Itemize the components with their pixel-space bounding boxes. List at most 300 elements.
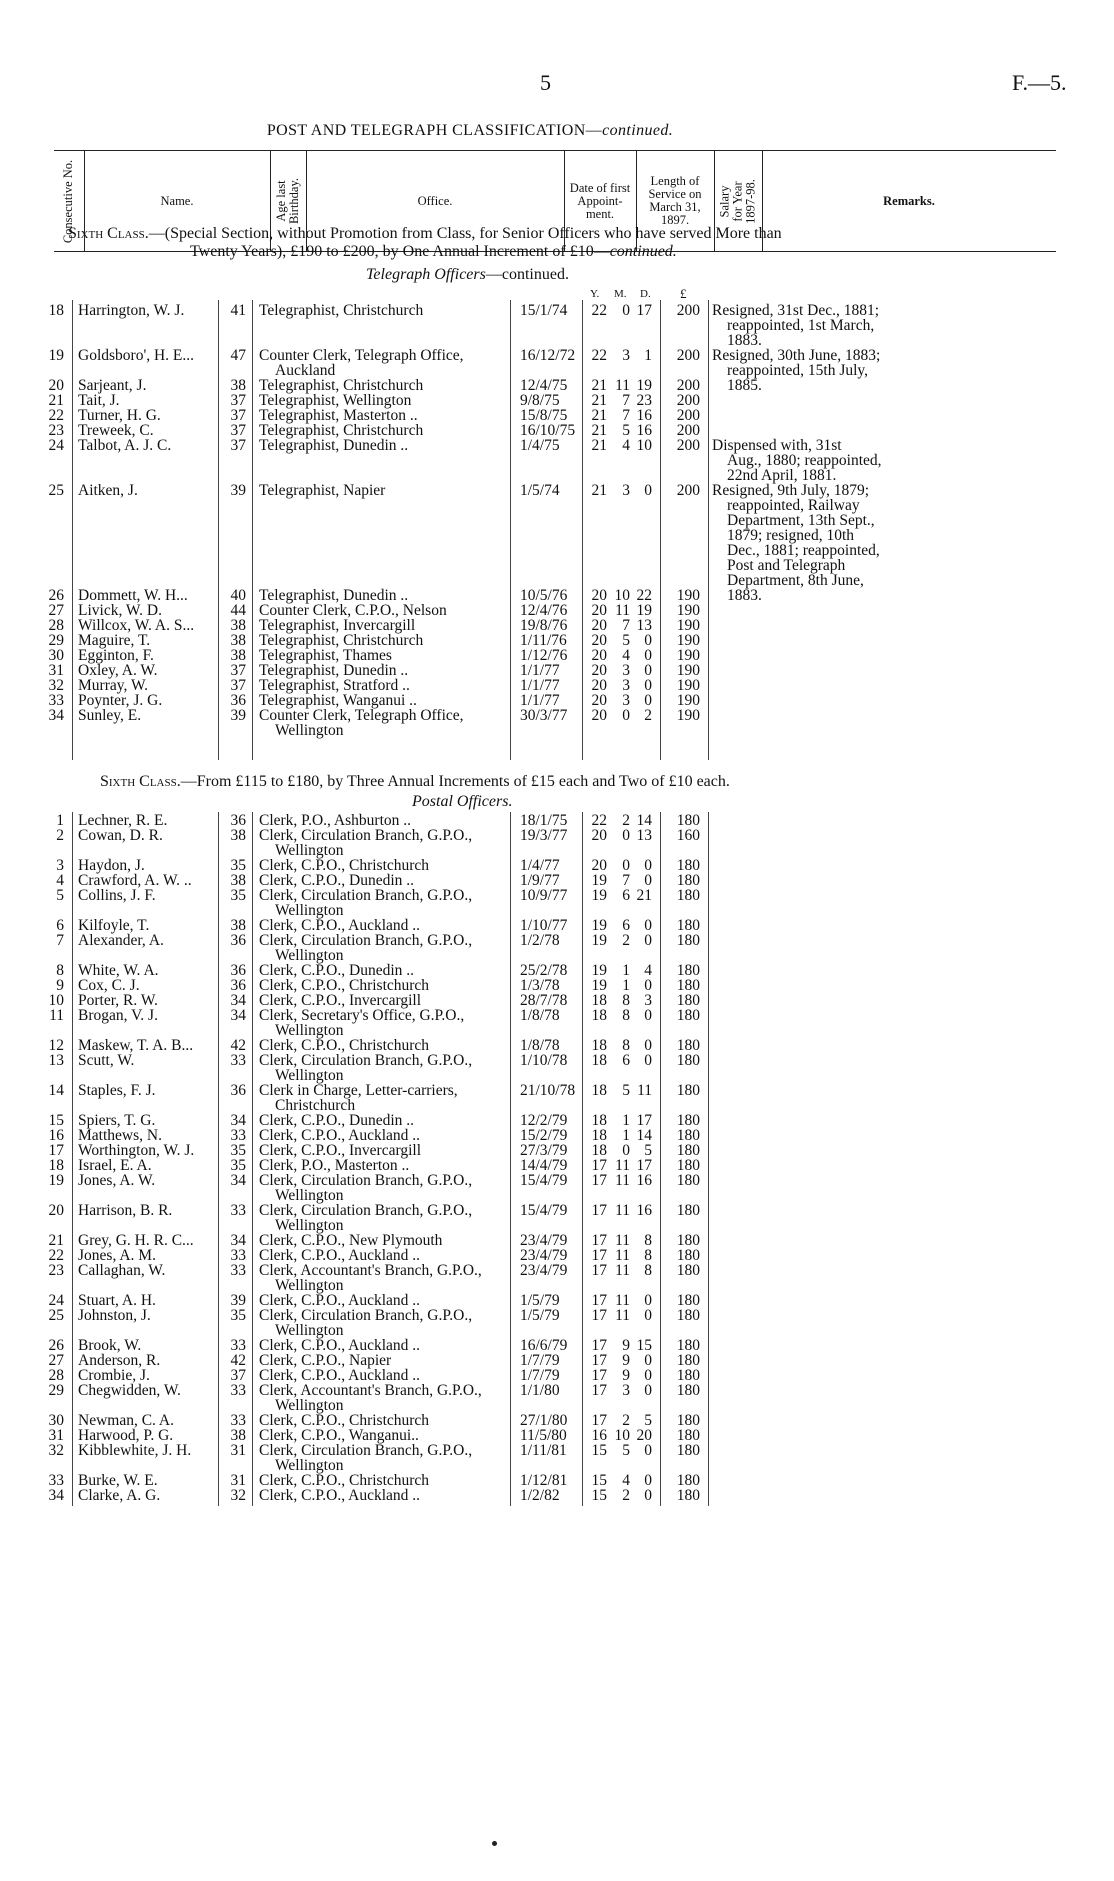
column-rule — [252, 300, 253, 760]
section2-description: —From £115 to £180, by Three Annual Increments of £15 each and Two of £10 each. — [180, 773, 730, 790]
row-salary: 200 — [676, 437, 700, 454]
row-office-line: Telegraphist, Thames — [259, 647, 392, 664]
row-age: 47 — [230, 347, 246, 364]
row-date: 19/8/76 — [520, 617, 568, 634]
row-years: 18 — [591, 1082, 607, 1099]
row-days: 0 — [644, 1487, 652, 1504]
row-number: 6 — [56, 917, 64, 934]
row-days: 8 — [644, 1262, 652, 1279]
row-years: 17 — [591, 1367, 607, 1384]
row-age: 36 — [230, 1082, 246, 1099]
row-months: 2 — [622, 812, 630, 829]
row-months: 6 — [622, 1052, 630, 1069]
section1-subheading — [366, 266, 569, 284]
remark-line: Resigned, 30th June, 1883; — [712, 347, 881, 364]
header-office: Office. — [417, 193, 453, 208]
row-years: 19 — [591, 887, 607, 904]
row-months: 4 — [622, 437, 630, 454]
row-age: 34 — [230, 1112, 246, 1129]
row-days: 10 — [636, 437, 652, 454]
remark-line: 1883. — [727, 587, 762, 604]
row-months: 11 — [615, 1307, 630, 1324]
row-months: 11 — [615, 1202, 630, 1219]
row-number: 4 — [56, 872, 64, 889]
row-number: 1 — [56, 812, 64, 829]
row-age: 44 — [230, 602, 246, 619]
row-number: 3 — [56, 857, 64, 874]
row-days: 0 — [644, 1367, 652, 1384]
row-months: 6 — [622, 887, 630, 904]
row-months: 0 — [622, 857, 630, 874]
row-days: 0 — [644, 1442, 652, 1459]
row-salary: 200 — [676, 407, 700, 424]
row-salary: 180 — [676, 1007, 700, 1024]
row-years: 17 — [591, 1202, 607, 1219]
row-office-line: Clerk, C.P.O., Napier — [259, 1352, 392, 1369]
row-number: 19 — [48, 1172, 64, 1189]
row-days: 14 — [636, 1127, 652, 1144]
row-number: 26 — [48, 587, 64, 604]
header-consecutive: Consecutive No. — [61, 159, 76, 243]
row-name: Poynter, J. G. — [78, 692, 163, 709]
row-months: 11 — [615, 1262, 630, 1279]
row-years: 17 — [591, 1157, 607, 1174]
row-salary: 180 — [676, 1367, 700, 1384]
row-years: 20 — [591, 647, 607, 664]
section1-continued: continued. — [609, 243, 677, 260]
telegraph-officers-continued: —continued. — [485, 266, 569, 283]
row-months: 11 — [615, 1172, 630, 1189]
row-salary: 180 — [676, 932, 700, 949]
row-days: 16 — [636, 407, 652, 424]
row-salary: 190 — [676, 617, 700, 634]
row-days: 3 — [644, 992, 652, 1009]
row-number: 11 — [49, 1007, 64, 1024]
row-days: 0 — [644, 1382, 652, 1399]
row-age: 33 — [230, 1412, 246, 1429]
row-months: 7 — [622, 407, 630, 424]
row-months: 5 — [622, 1442, 630, 1459]
row-age: 38 — [230, 827, 246, 844]
row-name: Worthington, W. J. — [78, 1142, 195, 1159]
row-age: 39 — [230, 1292, 246, 1309]
row-years: 20 — [591, 602, 607, 619]
row-date: 1/1/77 — [520, 677, 560, 694]
row-salary: 190 — [676, 632, 700, 649]
row-number: 20 — [48, 1202, 64, 1219]
row-office-line: Clerk, Circulation Branch, G.P.O., — [259, 827, 473, 844]
remark-line: reappointed, 1st March, — [727, 317, 875, 334]
row-years: 22 — [591, 812, 607, 829]
row-months: 1 — [622, 1112, 630, 1129]
row-salary: 180 — [676, 1037, 700, 1054]
row-office-line: Clerk, C.P.O., Auckland .. — [259, 1487, 421, 1504]
row-name: Clarke, A. G. — [78, 1487, 161, 1504]
row-years: 22 — [591, 347, 607, 364]
row-number: 22 — [48, 407, 64, 424]
row-date: 14/4/79 — [520, 1157, 568, 1174]
row-office-line: Clerk, P.O., Ashburton .. — [259, 812, 411, 829]
row-years: 18 — [591, 1112, 607, 1129]
remark-line: 1879; resigned, 10th — [727, 527, 854, 544]
row-office-line: Wellington — [275, 947, 344, 964]
row-salary: 180 — [676, 1247, 700, 1264]
row-office-line: Clerk, P.O., Masterton .. — [259, 1157, 410, 1174]
row-days: 15 — [636, 1337, 652, 1354]
row-name: Treweek, C. — [78, 422, 154, 439]
row-name: Callaghan, W. — [78, 1262, 166, 1279]
row-days: 0 — [644, 1052, 652, 1069]
row-salary: 180 — [676, 1172, 700, 1189]
row-date: 1/5/74 — [520, 482, 560, 499]
row-office-line: Clerk, C.P.O., Auckland .. — [259, 1292, 421, 1309]
row-months: 4 — [622, 1472, 630, 1489]
row-office-line: Wellington — [275, 1277, 344, 1294]
row-days: 0 — [644, 1292, 652, 1309]
row-age: 37 — [230, 662, 246, 679]
row-office-line: Telegraphist, Invercargill — [259, 617, 416, 634]
row-months: 5 — [622, 632, 630, 649]
row-date: 1/1/77 — [520, 662, 560, 679]
row-days: 17 — [636, 1157, 652, 1174]
row-name: Dommett, W. H... — [78, 587, 188, 604]
page-title — [0, 122, 940, 140]
row-years: 17 — [591, 1307, 607, 1324]
row-name: Brook, W. — [78, 1337, 142, 1354]
row-years: 20 — [591, 662, 607, 679]
row-months: 11 — [615, 1247, 630, 1264]
row-age: 38 — [230, 1427, 246, 1444]
row-number: 31 — [48, 1427, 64, 1444]
row-date: 1/10/77 — [520, 917, 568, 934]
row-years: 21 — [591, 422, 607, 439]
row-name: Israel, E. A. — [78, 1157, 152, 1174]
row-years: 19 — [591, 872, 607, 889]
row-months: 7 — [622, 617, 630, 634]
row-months: 7 — [622, 392, 630, 409]
row-months: 3 — [622, 347, 630, 364]
row-office-line: Counter Clerk, Telegraph Office, — [259, 347, 464, 364]
row-age: 33 — [230, 1247, 246, 1264]
row-number: 12 — [48, 1037, 64, 1054]
row-office-line: Telegraphist, Christchurch — [259, 632, 424, 649]
row-date: 12/4/76 — [520, 602, 568, 619]
row-date: 16/12/72 — [520, 347, 576, 364]
row-name: Lechner, R. E. — [78, 812, 168, 829]
row-office-line: Clerk, C.P.O., Dunedin .. — [259, 962, 414, 979]
header-salary: Salary for Year 1897-98. — [717, 178, 758, 224]
row-months: 1 — [622, 1127, 630, 1144]
row-salary: 180 — [676, 1112, 700, 1129]
row-years: 21 — [591, 392, 607, 409]
row-age: 42 — [230, 1352, 246, 1369]
row-name: Cowan, D. R. — [78, 827, 163, 844]
row-office-line: Telegraphist, Masterton .. — [259, 407, 418, 424]
row-salary: 200 — [676, 377, 700, 394]
row-date: 15/8/75 — [520, 407, 568, 424]
row-name: White, W. A. — [78, 962, 159, 979]
row-months: 11 — [615, 1157, 630, 1174]
row-number: 31 — [48, 662, 64, 679]
row-days: 0 — [644, 1352, 652, 1369]
row-age: 33 — [230, 1127, 246, 1144]
row-date: 1/7/79 — [520, 1367, 560, 1384]
row-salary: 200 — [676, 347, 700, 364]
row-name: Harrison, B. R. — [78, 1202, 173, 1219]
row-name: Grey, G. H. R. C... — [78, 1232, 194, 1249]
row-days: 8 — [644, 1232, 652, 1249]
row-days: 8 — [644, 1247, 652, 1264]
row-date: 1/11/76 — [520, 632, 567, 649]
row-years: 20 — [591, 707, 607, 724]
row-date: 19/3/77 — [520, 827, 568, 844]
row-name: Matthews, N. — [78, 1127, 162, 1144]
row-date: 1/5/79 — [520, 1292, 560, 1309]
row-name: Stuart, A. H. — [78, 1292, 156, 1309]
row-number: 32 — [48, 1442, 64, 1459]
row-age: 37 — [230, 407, 246, 424]
row-name: Oxley, A. W. — [78, 662, 158, 679]
row-age: 34 — [230, 1172, 246, 1189]
row-name: Kilfoyle, T. — [78, 917, 150, 934]
row-office-line: Clerk, C.P.O., Invercargill — [259, 992, 422, 1009]
row-salary: 180 — [676, 1142, 700, 1159]
row-salary: 180 — [676, 857, 700, 874]
row-age: 35 — [230, 1307, 246, 1324]
row-years: 20 — [591, 587, 607, 604]
row-date: 23/4/79 — [520, 1232, 568, 1249]
row-salary: 180 — [676, 992, 700, 1009]
row-salary: 180 — [676, 1337, 700, 1354]
row-number: 23 — [48, 422, 64, 439]
column-rule — [218, 300, 219, 760]
row-years: 17 — [591, 1262, 607, 1279]
remark-line: Resigned, 9th July, 1879; — [712, 482, 870, 499]
row-date: 1/10/78 — [520, 1052, 568, 1069]
column-rule — [708, 300, 709, 760]
unit-months: M. — [614, 288, 627, 300]
row-age: 38 — [230, 917, 246, 934]
row-date: 1/1/80 — [520, 1382, 560, 1399]
row-office-line: Telegraphist, Wellington — [259, 392, 412, 409]
row-days: 0 — [644, 632, 652, 649]
row-name: Tait, J. — [78, 392, 120, 409]
row-office-line: Clerk, Circulation Branch, G.P.O., — [259, 1202, 473, 1219]
row-name: Kibblewhite, J. H. — [78, 1442, 192, 1459]
row-number: 27 — [48, 1352, 64, 1369]
row-months: 9 — [622, 1352, 630, 1369]
row-number: 26 — [48, 1337, 64, 1354]
row-office-line: Clerk, Circulation Branch, G.P.O., — [259, 1307, 473, 1324]
row-salary: 200 — [676, 482, 700, 499]
row-months: 10 — [614, 587, 630, 604]
row-office-line: Clerk, C.P.O., Auckland .. — [259, 1367, 421, 1384]
remark-line: Department, 8th June, — [727, 572, 864, 589]
row-years: 18 — [591, 1142, 607, 1159]
row-age: 34 — [230, 1007, 246, 1024]
row-age: 33 — [230, 1262, 246, 1279]
row-months: 9 — [622, 1337, 630, 1354]
row-days: 16 — [636, 1202, 652, 1219]
row-age: 37 — [230, 437, 246, 454]
row-years: 17 — [591, 1172, 607, 1189]
remark-line: Dec., 1881; reappointed, — [727, 542, 880, 559]
row-age: 38 — [230, 647, 246, 664]
row-months: 2 — [622, 1487, 630, 1504]
row-age: 35 — [230, 1157, 246, 1174]
row-age: 35 — [230, 887, 246, 904]
row-months: 1 — [622, 962, 630, 979]
row-months: 9 — [622, 1367, 630, 1384]
row-date: 1/12/81 — [520, 1472, 568, 1489]
row-months: 5 — [622, 1082, 630, 1099]
row-number: 18 — [48, 302, 64, 319]
row-number: 20 — [48, 377, 64, 394]
row-number: 32 — [48, 677, 64, 694]
row-number: 7 — [56, 932, 64, 949]
row-salary: 190 — [676, 602, 700, 619]
header-date: Date of first Appoint-ment. — [569, 180, 631, 221]
row-years: 19 — [591, 977, 607, 994]
section1-class: Sixth Class. — [68, 225, 149, 242]
row-age: 39 — [230, 482, 246, 499]
row-salary: 180 — [676, 917, 700, 934]
row-months: 11 — [615, 1292, 630, 1309]
row-number: 21 — [48, 1232, 64, 1249]
row-age: 41 — [230, 302, 246, 319]
row-number: 9 — [56, 977, 64, 994]
row-salary: 180 — [676, 1082, 700, 1099]
row-salary: 180 — [676, 1157, 700, 1174]
row-days: 0 — [644, 692, 652, 709]
row-salary: 180 — [676, 977, 700, 994]
row-salary: 160 — [676, 827, 700, 844]
row-age: 35 — [230, 857, 246, 874]
row-name: Maskew, T. A. B... — [78, 1037, 194, 1054]
row-salary: 180 — [676, 1262, 700, 1279]
row-date: 1/2/82 — [520, 1487, 560, 1504]
title-continued: continued. — [602, 122, 674, 139]
row-years: 21 — [591, 482, 607, 499]
row-salary: 200 — [676, 422, 700, 439]
column-rule — [72, 300, 73, 760]
row-date: 15/2/79 — [520, 1127, 568, 1144]
row-number: 16 — [48, 1127, 64, 1144]
row-office-line: Christchurch — [275, 1097, 356, 1114]
document-reference: F.—5. — [1012, 70, 1067, 95]
row-date: 1/7/79 — [520, 1352, 560, 1369]
row-name: Johnston, J. — [78, 1307, 151, 1324]
row-office-line: Clerk, C.P.O., Christchurch — [259, 977, 430, 994]
row-days: 21 — [636, 887, 652, 904]
section2-heading — [100, 772, 730, 791]
row-date: 15/4/79 — [520, 1202, 568, 1219]
remark-line: Department, 13th Sept., — [727, 512, 875, 529]
row-name: Jones, A. M. — [78, 1247, 156, 1264]
row-number: 23 — [48, 1262, 64, 1279]
unit-days: D. — [640, 288, 651, 300]
row-office-line: Clerk, Circulation Branch, G.P.O., — [259, 932, 473, 949]
row-age: 42 — [230, 1037, 246, 1054]
row-days: 16 — [636, 422, 652, 439]
row-days: 14 — [636, 812, 652, 829]
row-age: 33 — [230, 1337, 246, 1354]
row-age: 33 — [230, 1382, 246, 1399]
row-number: 5 — [56, 887, 64, 904]
row-days: 0 — [644, 977, 652, 994]
row-years: 20 — [591, 617, 607, 634]
row-age: 36 — [230, 962, 246, 979]
row-office-line: Telegraphist, Napier — [259, 482, 386, 499]
row-name: Staples, F. J. — [78, 1082, 156, 1099]
row-salary: 180 — [676, 1382, 700, 1399]
row-days: 11 — [637, 1082, 652, 1099]
row-number: 25 — [48, 482, 64, 499]
row-days: 4 — [644, 962, 652, 979]
row-age: 37 — [230, 392, 246, 409]
row-years: 15 — [591, 1472, 607, 1489]
row-age: 37 — [230, 1367, 246, 1384]
page-dot — [492, 1841, 497, 1846]
row-age: 31 — [230, 1442, 246, 1459]
remark-line: 1885. — [727, 377, 762, 394]
row-number: 15 — [48, 1112, 64, 1129]
remark-line: 1883. — [727, 332, 762, 349]
row-number: 17 — [48, 1142, 64, 1159]
row-number: 2 — [56, 827, 64, 844]
row-days: 2 — [644, 707, 652, 724]
row-date: 27/1/80 — [520, 1412, 568, 1429]
row-days: 0 — [644, 872, 652, 889]
row-age: 36 — [230, 977, 246, 994]
row-date: 10/9/77 — [520, 887, 568, 904]
row-office-line: Telegraphist, Wanganui .. — [259, 692, 417, 709]
column-rule — [660, 812, 661, 1506]
remark-line: reappointed, Railway — [727, 497, 860, 514]
row-days: 0 — [644, 662, 652, 679]
row-date: 1/1/77 — [520, 692, 560, 709]
remark-line: Dispensed with, 31st — [712, 437, 842, 454]
row-salary: 180 — [676, 1487, 700, 1504]
row-days: 0 — [644, 1037, 652, 1054]
column-rule — [582, 812, 583, 1506]
row-office-line: Wellington — [275, 1397, 344, 1414]
row-years: 18 — [591, 1127, 607, 1144]
row-salary: 190 — [676, 677, 700, 694]
row-name: Sarjeant, J. — [78, 377, 147, 394]
row-months: 4 — [622, 647, 630, 664]
row-office-line: Clerk, Secretary's Office, G.P.O., — [259, 1007, 465, 1024]
row-office-line: Counter Clerk, Telegraph Office, — [259, 707, 464, 724]
row-years: 20 — [591, 632, 607, 649]
section1-heading-line2 — [190, 242, 677, 261]
title-main: POST AND TELEGRAPH CLASSIFICATION— — [266, 122, 603, 139]
row-date: 18/1/75 — [520, 812, 568, 829]
row-days: 23 — [636, 392, 652, 409]
row-age: 36 — [230, 932, 246, 949]
row-months: 11 — [615, 377, 630, 394]
header-service: Length of Service on March 31, 1897. — [648, 174, 702, 227]
row-age: 38 — [230, 617, 246, 634]
row-number: 14 — [48, 1082, 64, 1099]
column-rule — [510, 812, 511, 1506]
row-days: 0 — [644, 1472, 652, 1489]
row-name: Newman, C. A. — [78, 1412, 175, 1429]
row-years: 17 — [591, 1292, 607, 1309]
row-name: Anderson, R. — [78, 1352, 161, 1369]
row-salary: 180 — [676, 1307, 700, 1324]
row-years: 21 — [591, 407, 607, 424]
